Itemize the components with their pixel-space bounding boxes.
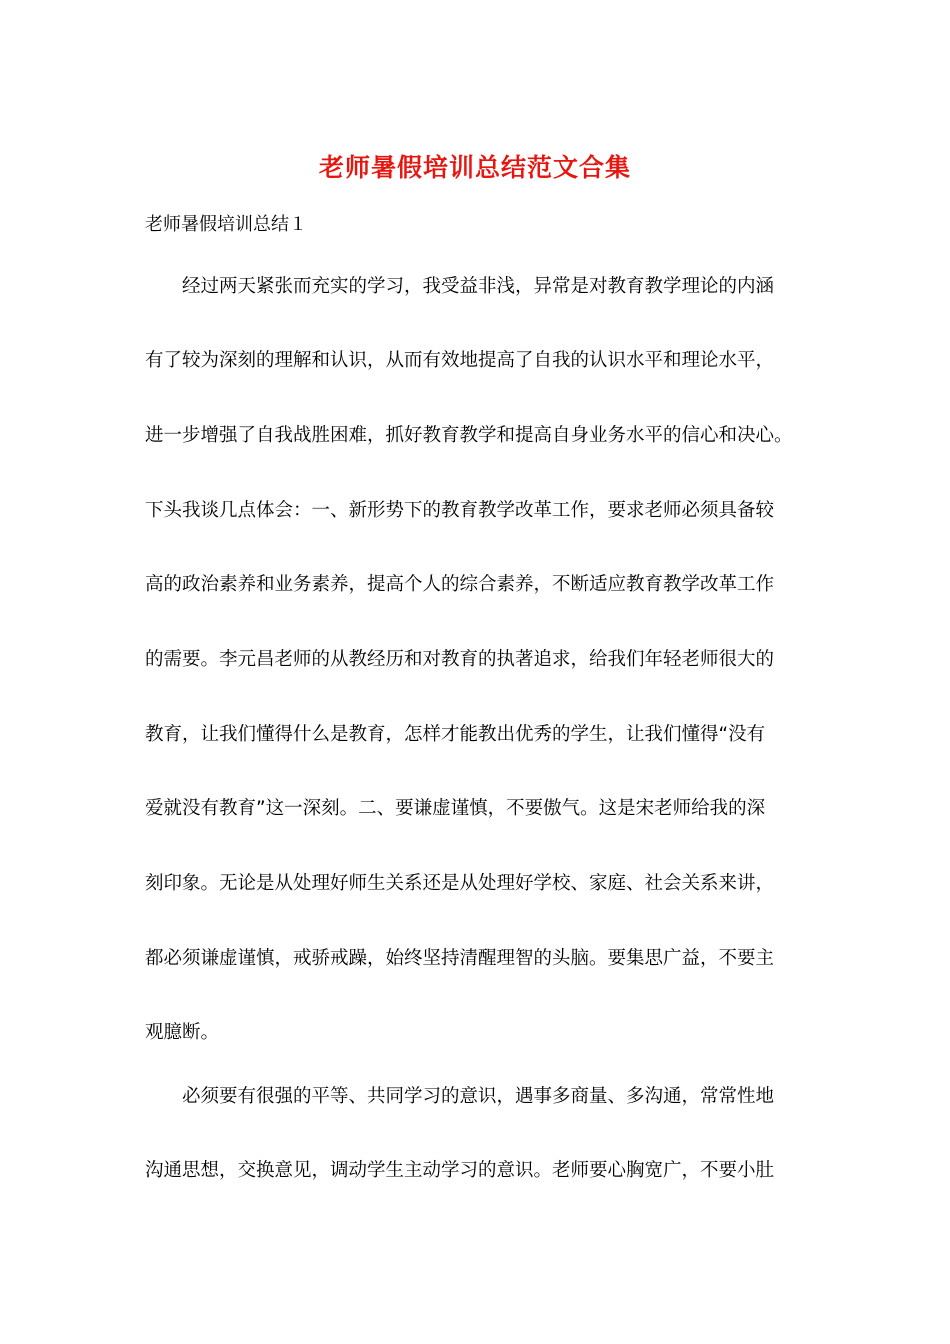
body-line: 刻印象。无论是从处理好师生关系还是从处理好学校、家庭、社会关系来讲， [145,873,775,894]
body-line: 教育，让我们懂得什么是教育，怎样才能教出优秀的学生，让我们懂得“没有 [145,724,766,745]
body-line: 有了较为深刻的理解和认识，从而有效地提高了自我的认识水平和理论水平， [145,350,775,371]
section-heading: 老师暑假培训总结１ [145,214,307,235]
body-line: 沟通思想，交换意见，调动学生主动学习的意识。老师要心胸宽广，不要小肚 [145,1160,775,1181]
body-line: 进一步增强了自我战胜困难，抓好教育教学和提高自身业务水平的信心和决心。 [145,425,793,446]
body-line: 观臆断。 [145,1022,220,1043]
body-line: 爱就没有教育”这一深刻。二、要谦虚谨慎，不要傲气。这是宋老师给我的深 [145,798,766,819]
body-line: 的需要。李元昌老师的从教经历和对教育的执著追求，给我们年轻老师很大的 [145,649,775,670]
body-line: 必须要有很强的平等、共同学习的意识，遇事多商量、多沟通，常常性地 [182,1086,775,1107]
body-line: 都必须谦虚谨慎，戒骄戒躁，始终坚持清醒理智的头脑。要集思广益，不要主 [145,948,775,969]
body-line: 经过两天紧张而充实的学习，我受益非浅，异常是对教育教学理论的内涵 [182,276,775,297]
body-line: 高的政治素养和业务素养，提高个人的综合素养，不断适应教育教学改革工作 [145,574,775,595]
document-title: 老师暑假培训总结范文合集 [318,153,631,182]
body-line: 下头我谈几点体会：一、新形势下的教育教学改革工作，要求老师必须具备较 [145,500,775,521]
